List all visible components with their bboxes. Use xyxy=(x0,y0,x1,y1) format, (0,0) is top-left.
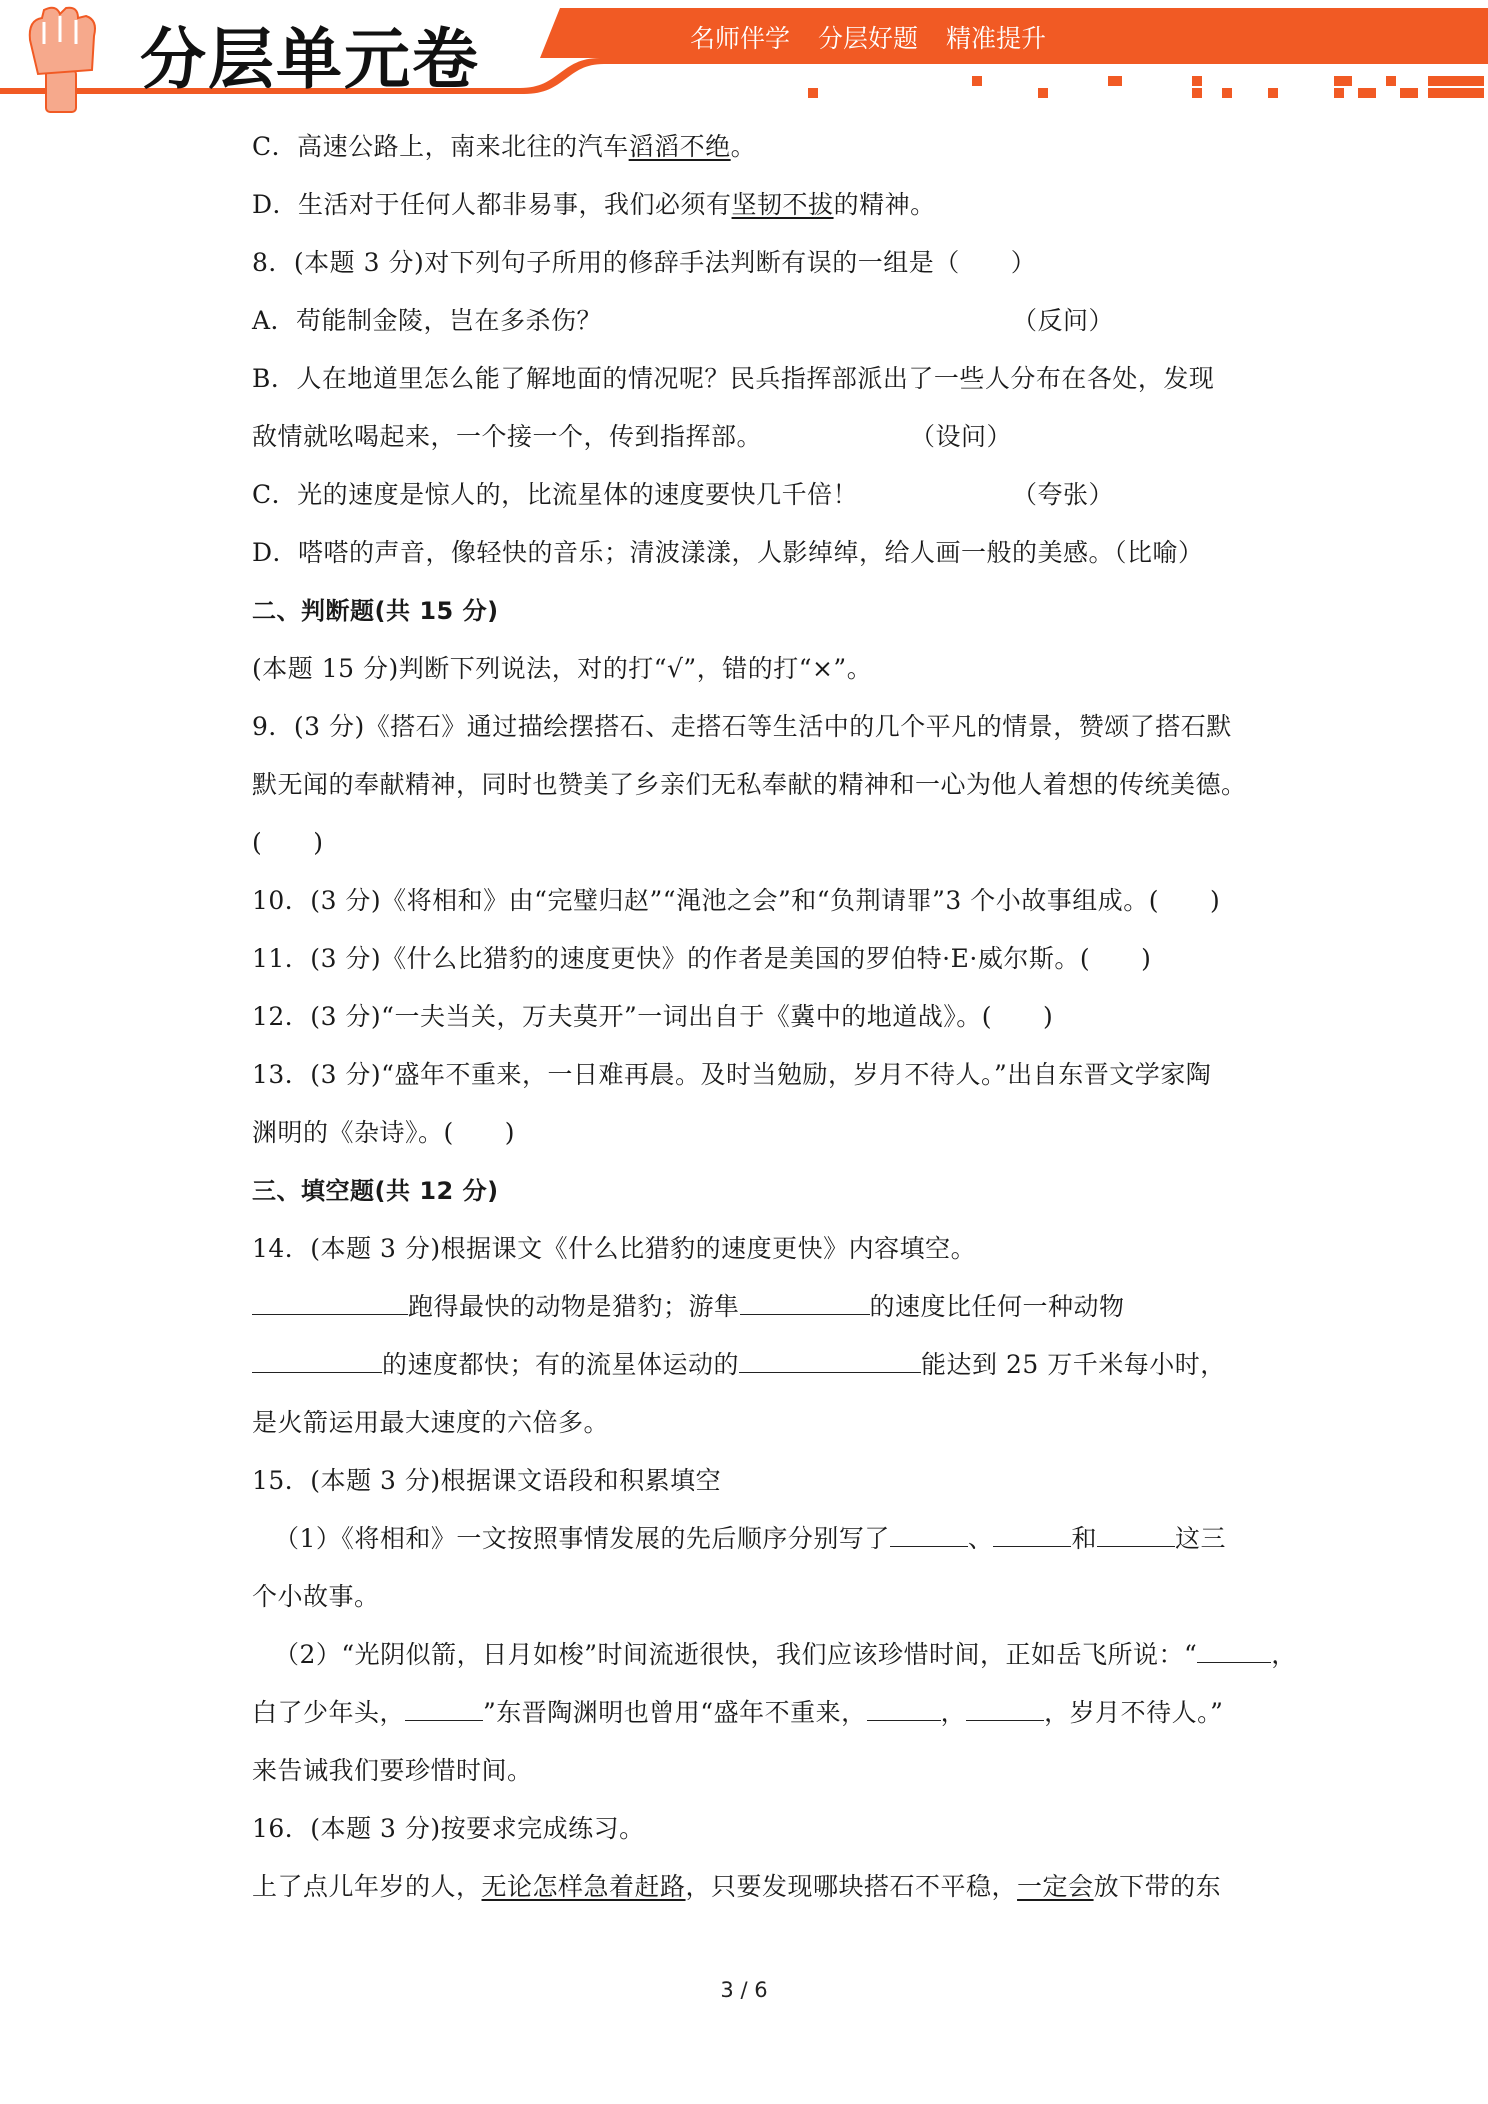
question-15-part-2: （2）“光阴似箭，日月如梭”时间流逝很快，我们应该珍惜时间，正如岳飞所说：“ ， xyxy=(252,1626,1252,1684)
question-8: 8．(本题 3 分)对下列句子所用的修辞手法判断有误的一组是（ ） xyxy=(252,248,1037,277)
option-8a: A．苟能制金陵，岂在多杀伤？ （反问） xyxy=(252,306,1115,335)
blank-field[interactable] xyxy=(890,1520,968,1547)
blank-field[interactable] xyxy=(252,1288,408,1315)
option-8d: D．嗒嗒的声音，像轻快的音乐；清波漾漾，人影绰绰，给人画一般的美感。（比喻） xyxy=(252,538,1204,567)
slogan-3: 精准提升 xyxy=(946,24,1047,53)
question-12: 12．(3 分)“一夫当关，万夫莫开”一词出自于《冀中的地道战》。( ) xyxy=(252,1002,1054,1031)
question-14: 14．(本题 3 分)根据课文《什么比猎豹的速度更快》内容填空。 xyxy=(252,1234,977,1263)
section-2-intro: (本题 15 分)判断下列说法，对的打“√”，错的打“×”。 xyxy=(252,654,873,683)
question-15-part-2-end: 来告诫我们要珍惜时间。 xyxy=(252,1756,533,1785)
question-15: 15．(本题 3 分)根据课文语段和积累填空 xyxy=(252,1466,722,1495)
question-13-cont: 渊明的《杂诗》。( ) xyxy=(252,1118,516,1147)
question-14-line-1: 跑得最快的动物是猎豹；游隼 的速度比任何一种动物 xyxy=(252,1278,1252,1336)
blank-field[interactable] xyxy=(1197,1636,1271,1663)
answer-box-9[interactable]: ( ) xyxy=(252,828,324,857)
question-15-part-1: （1）《将相和》一文按照事情发展的先后顺序分别写了 、 和 这三 xyxy=(252,1510,1252,1568)
section-2-heading: 二、判断题(共 15 分) xyxy=(252,597,499,625)
question-13: 13．(3 分)“盛年不重来，一日难再晨。及时当勉励，岁月不待人。”出自东晋文学家陶 xyxy=(252,1060,1212,1089)
blank-field[interactable] xyxy=(867,1694,941,1721)
slogan-2: 分层好题 xyxy=(818,24,919,53)
brand-title: 分层单元卷 xyxy=(140,21,480,98)
question-9: 9．(3 分)《搭石》通过描绘摆搭石、走搭石等生活中的几个平凡的情景，赞颂了搭石默 xyxy=(252,712,1232,741)
blank-field[interactable] xyxy=(966,1694,1044,1721)
option-8b-cont: 敌情就吆喝起来，一个接一个，传到指挥部。 （设问） xyxy=(252,422,1013,451)
blank-field[interactable] xyxy=(740,1288,870,1315)
option-8b: B．人在地道里怎么能了解地面的情况呢？民兵指挥部派出了一些人分布在各处，发现 xyxy=(252,364,1215,393)
question-14-line-2: 的速度都快；有的流星体运动的 能达到 25 万千米每小时， xyxy=(252,1336,1252,1394)
blank-field[interactable] xyxy=(993,1520,1071,1547)
slogan-bar xyxy=(690,18,1250,56)
decorative-dots xyxy=(0,72,1488,102)
option-7d: D．生活对于任何人都非易事，我们必须有坚韧不拔的精神。 xyxy=(252,190,936,219)
option-7c: C．高速公路上，南来北往的汽车滔滔不绝。 xyxy=(252,132,757,161)
option-8c: C．光的速度是惊人的，比流星体的速度要快几千倍！ （夸张） xyxy=(252,480,1115,509)
section-3-heading: 三、填空题(共 12 分) xyxy=(252,1177,499,1205)
question-10: 10．(3 分)《将相和》由“完璧归赵”“渑池之会”和“负荆请罪”3 个小故事组成。( ) xyxy=(252,886,1221,915)
blank-field[interactable] xyxy=(252,1346,382,1373)
question-16-passage: 上了点儿年岁的人，无论怎样急着赶路，只要发现哪块搭石不平稳，一定会放下带的东 xyxy=(252,1872,1222,1901)
question-9-cont: 默无闻的奉献精神，同时也赞美了乡亲们无私奉献的精神和一心为他人着想的传统美德。 xyxy=(252,770,1247,799)
question-14-line-3: 是火箭运用最大速度的六倍多。 xyxy=(252,1408,610,1437)
question-15-part-1-cont: 个小故事。 xyxy=(252,1582,380,1611)
blank-field[interactable] xyxy=(405,1694,483,1721)
question-16: 16．(本题 3 分)按要求完成练习。 xyxy=(252,1814,645,1843)
blank-field[interactable] xyxy=(1097,1520,1175,1547)
page-number: 3 / 6 xyxy=(720,1978,768,2002)
blank-field[interactable] xyxy=(739,1346,921,1373)
slogan-1: 名师伴学 xyxy=(690,24,791,53)
exam-content xyxy=(252,118,1297,1916)
question-15-part-2-cont: 白了少年头， ”东晋陶渊明也曾用“盛年不重来， ， ，岁月不待人。” xyxy=(252,1684,1252,1742)
question-11: 11．(3 分)《什么比猎豹的速度更快》的作者是美国的罗伯特·E·威尔斯。( ) xyxy=(252,944,1152,973)
header-banner xyxy=(0,0,1488,110)
